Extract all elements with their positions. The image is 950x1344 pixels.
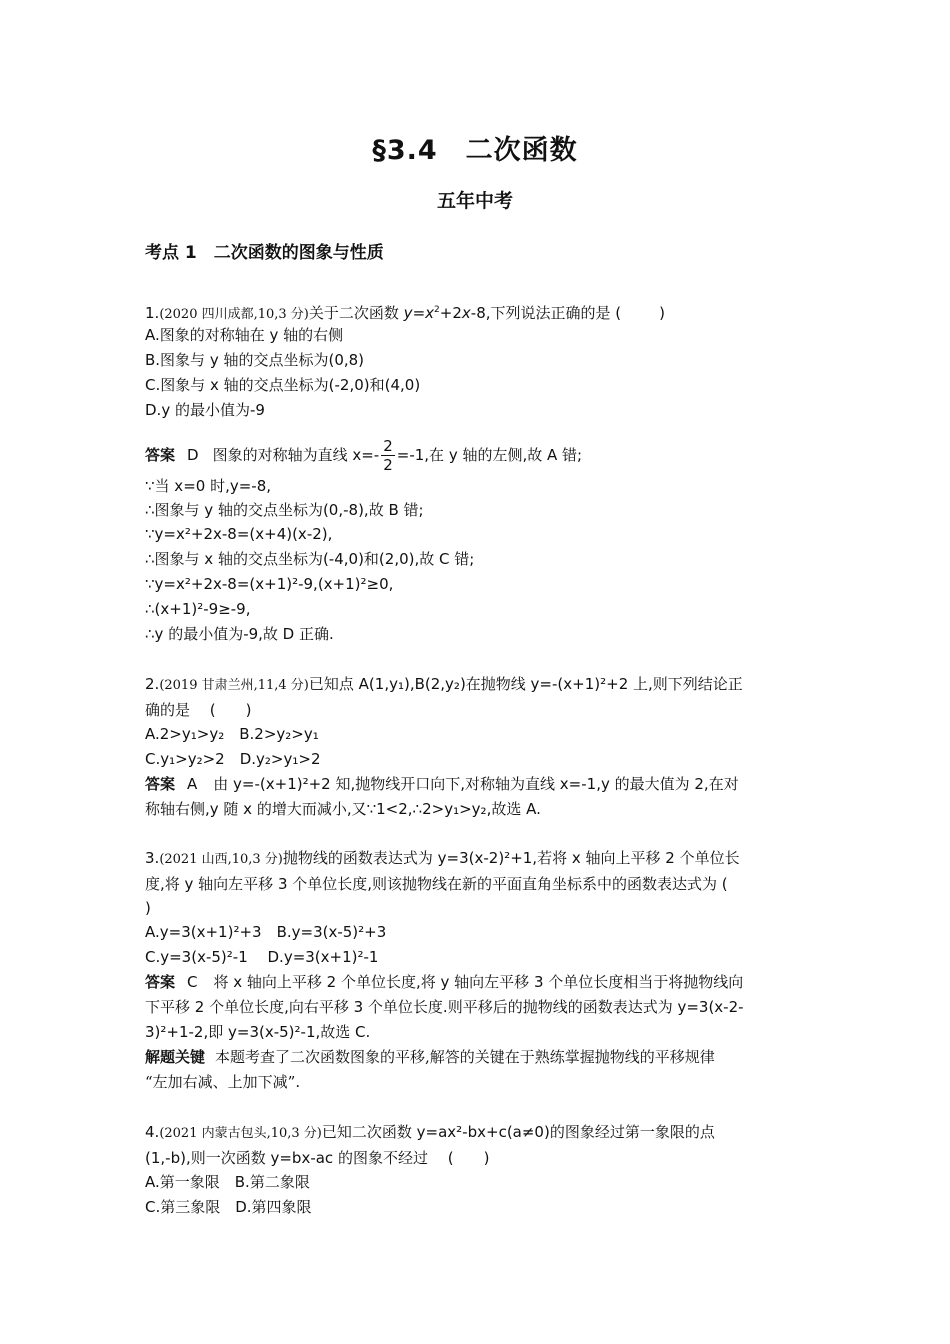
q4-options-1: A.第一象限 B.第二象限 <box>145 1173 310 1191</box>
q1-stem: 1.(2020 四川成都,10,3 分)关于二次函数 $y=x^2+2x-8$,下列说法正确的是 ( ) <box>145 304 665 322</box>
q1-fraction-denominator: 2 <box>383 456 393 474</box>
q1-source: (2020 四川成都,10,3 分) <box>159 307 309 322</box>
q3-options-1: A.y=3(x+1)²+3 B.y=3(x-5)²+3 <box>145 923 387 941</box>
q3-stem-line-3: ) <box>145 899 151 917</box>
q3-key-line-2: “左加右减、上加下减”. <box>145 1073 301 1091</box>
q1-option-a: A.图象的对称轴在 y 轴的右侧 <box>145 326 344 344</box>
q2-stem-line-2: 确的是 <box>145 701 191 719</box>
q3-answer-line-1: 将 x 轴向上平移 2 个单位长度,将 y 轴向左平移 3 个单位长度相当于将抛物线向 <box>213 973 744 991</box>
q3-key-point <box>145 1045 715 1069</box>
q1-step-4: ∴图象与 x 轴的交点坐标为(-4,0)和(2,0),故 C 错; <box>145 550 475 568</box>
q1-answer <box>145 437 582 474</box>
page-title: §3.4 二次函数 <box>372 135 578 166</box>
q2-stem-line-2-row <box>145 698 252 722</box>
q1-step-3: ∵y=x²+2x-8=(x+4)(x-2), <box>145 525 333 543</box>
section-heading: 考点 1 二次函数的图象与性质 <box>145 243 384 263</box>
q2-answer-line-1: 由 y=-(x+1)²+2 知,抛物线开口向下,对称轴为直线 x=-1,y 的最大值为 2,在对 <box>213 775 739 793</box>
q1-fraction <box>381 437 395 474</box>
q2-paren: ( ) <box>209 701 252 719</box>
q2-number: 2. <box>145 675 160 693</box>
q4-options-2: C.第三象限 D.第四象限 <box>145 1198 312 1216</box>
q1-fraction-numerator: 2 <box>383 437 393 455</box>
q1-paren-close: ) <box>659 304 665 322</box>
q3-answer-letter: C <box>187 973 198 991</box>
q3-source: (2021 山西,10,3 分) <box>159 852 283 867</box>
q1-answer-text-2: =-1,在 y 轴的左侧,故 A 错; <box>396 446 583 464</box>
q3-stem <box>145 846 740 872</box>
q3-options-2: C.y=3(x-5)²-1 D.y=3(x+1)²-1 <box>145 948 379 966</box>
q3-answer-label: 答案 <box>145 973 176 991</box>
q3-key-label: 解题关键 <box>145 1048 206 1066</box>
q3-answer-line-2: 下平移 2 个单位长度,向右平移 3 个单位长度.则平移后的抛物线的函数表达式为 y=3(x-2- <box>145 998 744 1016</box>
q1-step-6: ∴(x+1)²-9≥-9, <box>145 600 251 618</box>
q1-step-5: ∵y=x²+2x-8=(x+1)²-9,(x+1)²≥0, <box>145 575 394 593</box>
q2-options-2: C.y₁>y₂>2 D.y₂>y₁>2 <box>145 750 321 768</box>
q4-stem-line-2-row <box>145 1146 489 1170</box>
q3-number: 3. <box>145 849 160 867</box>
q1-option-c: C.图象与 x 轴的交点坐标为(-2,0)和(4,0) <box>145 376 421 394</box>
q2-answer-line-2: 称轴右侧,y 随 x 的增大而减小,又∵1<2,∴2>y₁>y₂,故选 A. <box>145 800 541 818</box>
q4-source: (2021 内蒙古包头,10,3 分) <box>159 1126 322 1141</box>
q2-options-1: A.2>y₁>y₂ B.2>y₂>y₁ <box>145 725 319 743</box>
q4-stem-line-2: (1,-b),则一次函数 y=bx-ac 的图象不经过 <box>145 1149 428 1167</box>
q2-answer <box>145 772 739 796</box>
q1-option-b: B.图象与 y 轴的交点坐标为(0,8) <box>145 351 365 369</box>
q3-answer-line-3: 3)²+1-2,即 y=3(x-5)²-1,故选 C. <box>145 1023 371 1041</box>
q4-number: 4. <box>145 1123 160 1141</box>
q1-number: 1. <box>145 304 160 322</box>
q1-step-1: ∵当 x=0 时,y=-8, <box>145 477 272 495</box>
q1-answer-text-1: 图象的对称轴为直线 x=- <box>212 446 380 464</box>
q4-stem-line-1: 已知二次函数 y=ax²-bx+c(a≠0)的图象经过第一象限的点 <box>321 1123 715 1141</box>
q1-step-2: ∴图象与 y 轴的交点坐标为(0,-8),故 B 错; <box>145 501 424 519</box>
q4-paren: ( ) <box>447 1149 490 1167</box>
q1-stem-pre: 关于二次函数 <box>308 304 404 322</box>
q3-stem-line-1: 抛物线的函数表达式为 y=3(x-2)²+1,若将 x 轴向上平移 2 个单位长 <box>282 849 740 867</box>
q1-option-d: D.y 的最小值为-9 <box>145 401 265 419</box>
q4-stem <box>145 1120 715 1146</box>
q1-stem-post: ,下列说法正确的是 ( <box>485 304 622 322</box>
q1-answer-label: 答案 <box>145 446 176 464</box>
q2-stem-line-1: 已知点 A(1,y₁),B(2,y₂)在抛物线 y=-(x+1)²+2 上,则下列结论正 <box>308 675 743 693</box>
q3-answer <box>145 970 743 994</box>
q3-key-line-1: 本题考查了二次函数图象的平移,解答的关键在于熟练掌握抛物线的平移规律 <box>215 1048 715 1066</box>
q1-step-7: ∴y 的最小值为-9,故 D 正确. <box>145 625 334 643</box>
q1-answer-letter: D <box>187 446 199 464</box>
q3-stem-line-2: 度,将 y 轴向左平移 3 个单位长度,则该抛物线在新的平面直角坐标系中的函数表达式为 ( <box>145 875 728 893</box>
page-subtitle: 五年中考 <box>436 190 513 212</box>
q2-answer-label: 答案 <box>145 775 176 793</box>
q2-source: (2019 甘肃兰州,11,4 分) <box>159 678 309 693</box>
q2-stem <box>145 672 743 698</box>
q2-answer-letter: A <box>187 775 198 793</box>
